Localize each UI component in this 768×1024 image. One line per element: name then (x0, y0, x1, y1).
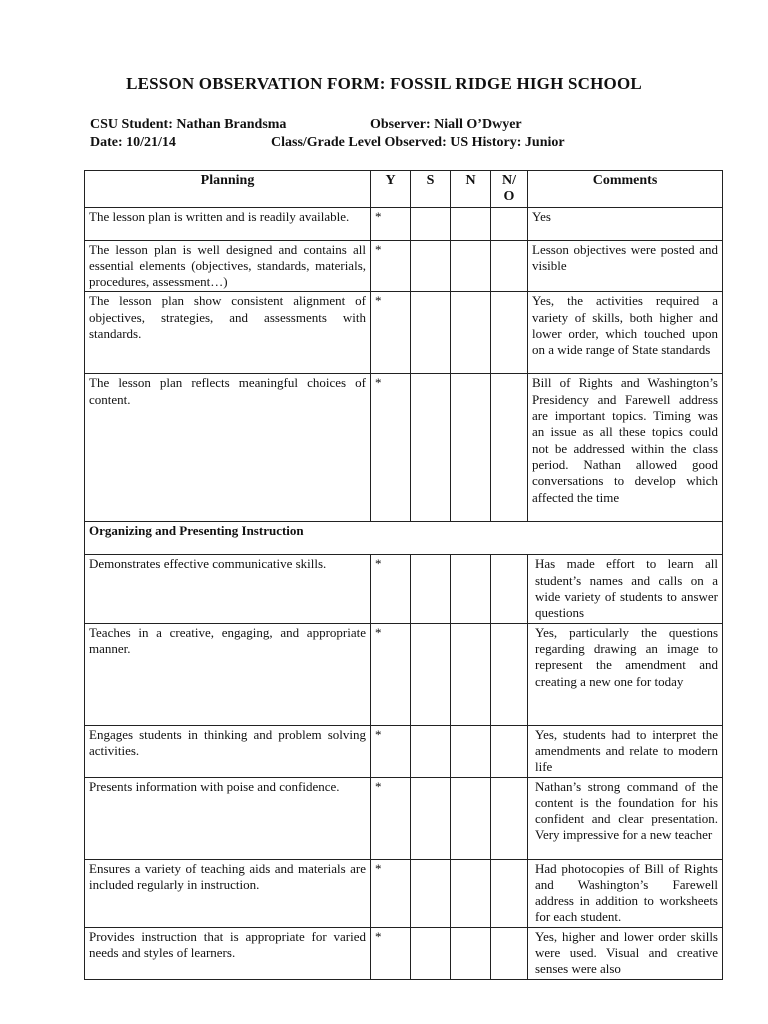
table-row (85, 725, 723, 777)
mark-n (451, 292, 491, 374)
mark-n (451, 240, 491, 292)
form-title: LESSON OBSERVATION FORM: FOSSIL RIDGE HIGH SCHOOL (126, 74, 642, 93)
table-row (85, 374, 723, 522)
mark-yes: * (371, 927, 411, 979)
comment: Had photocopies of Bill of Rights and Washington’s Farewell address in addition to worksheets for each student. (528, 859, 723, 927)
header-no: N (451, 171, 491, 208)
mark-no (491, 927, 528, 979)
mark-no (491, 859, 528, 927)
mark-yes: * (371, 240, 411, 292)
table-row (85, 292, 723, 374)
criterion: The lesson plan is well designed and contains all essential elements (objectives, standards, materials, procedures, assessment…) (85, 240, 371, 292)
mark-s (411, 374, 451, 522)
mark-yes: * (371, 777, 411, 859)
mark-yes: * (371, 374, 411, 522)
mark-no (491, 555, 528, 623)
comment: Bill of Rights and Washington’s Presidency and Farewell address are important topics. Timing was an issue as all these topics could not be addressed within the class period. Nathan allowed good conversations to develop which affected the time (528, 374, 723, 522)
mark-s (411, 725, 451, 777)
header-no-line1: N/ (502, 173, 516, 188)
header-yes: Y (371, 171, 411, 208)
mark-s (411, 777, 451, 859)
student-name: CSU Student: Nathan Brandsma (90, 117, 287, 132)
table-row (85, 555, 723, 623)
mark-yes: * (371, 207, 411, 240)
mark-n (451, 927, 491, 979)
comment: Has made effort to learn all student’s names and calls on a wide variety of students to answer questions (528, 555, 723, 623)
comment: Yes (528, 207, 723, 240)
mark-yes: * (371, 859, 411, 927)
criterion: The lesson plan show consistent alignment of objectives, strategies, and assessments with standards. (85, 292, 371, 374)
mark-n (451, 207, 491, 240)
mark-s (411, 927, 451, 979)
criterion: Demonstrates effective communicative skills. (85, 555, 371, 623)
observation-date: Date: 10/21/14 (90, 135, 176, 150)
table-row (85, 207, 723, 240)
mark-s (411, 292, 451, 374)
mark-n (451, 623, 491, 725)
mark-yes: * (371, 292, 411, 374)
mark-yes: * (371, 725, 411, 777)
table-row (85, 240, 723, 292)
mark-n (451, 374, 491, 522)
mark-n (451, 777, 491, 859)
criterion: The lesson plan reflects meaningful choices of content. (85, 374, 371, 522)
criterion: Ensures a variety of teaching aids and materials are included regularly in instruction. (85, 859, 371, 927)
criterion: The lesson plan is written and is readily available. (85, 207, 371, 240)
mark-s (411, 240, 451, 292)
table-row (85, 927, 723, 979)
table-row (85, 623, 723, 725)
criterion: Engages students in thinking and problem solving activities. (85, 725, 371, 777)
mark-n (451, 555, 491, 623)
criterion: Presents information with poise and confidence. (85, 777, 371, 859)
mark-no (491, 725, 528, 777)
mark-no (491, 374, 528, 522)
comment: Yes, higher and lower order skills were used. Visual and creative senses were also (528, 927, 723, 979)
observation-table (84, 170, 723, 980)
header-planning: Planning (85, 171, 371, 208)
mark-yes: * (371, 555, 411, 623)
mark-no (491, 623, 528, 725)
mark-n (451, 725, 491, 777)
mark-s (411, 623, 451, 725)
header-comments: Comments (528, 171, 723, 208)
observer-name: Observer: Niall O’Dwyer (370, 117, 522, 132)
criterion: Provides instruction that is appropriate for varied needs and styles of learners. (85, 927, 371, 979)
table-row (85, 859, 723, 927)
header-row (85, 171, 723, 208)
comment: Yes, students had to interpret the amendments and relate to modern life (528, 725, 723, 777)
mark-s (411, 859, 451, 927)
class-level: Class/Grade Level Observed: US History: Junior (271, 135, 565, 150)
comment: Lesson objectives were posted and visible (528, 240, 723, 292)
mark-no (491, 207, 528, 240)
mark-yes: * (371, 623, 411, 725)
comment: Yes, particularly the questions regarding drawing an image to represent the amendment and creating a new one for today (528, 623, 723, 725)
mark-no (491, 292, 528, 374)
comment: Nathan’s strong command of the content is the foundation for his confident and clear presentation. Very impressive for a new teacher (528, 777, 723, 859)
table-row (85, 777, 723, 859)
mark-s (411, 207, 451, 240)
header-not-observed (491, 171, 528, 208)
mark-no (491, 240, 528, 292)
mark-n (451, 859, 491, 927)
section-title: Organizing and Presenting Instruction (85, 522, 723, 555)
comment: Yes, the activities required a variety of skills, both higher and lower order, which touched upon on a wide range of State standards (528, 292, 723, 374)
criterion: Teaches in a creative, engaging, and appropriate manner. (85, 623, 371, 725)
mark-s (411, 555, 451, 623)
header-no-line2: O (503, 189, 515, 205)
section-row (85, 522, 723, 555)
mark-no (491, 777, 528, 859)
header-satisfactory: S (411, 171, 451, 208)
